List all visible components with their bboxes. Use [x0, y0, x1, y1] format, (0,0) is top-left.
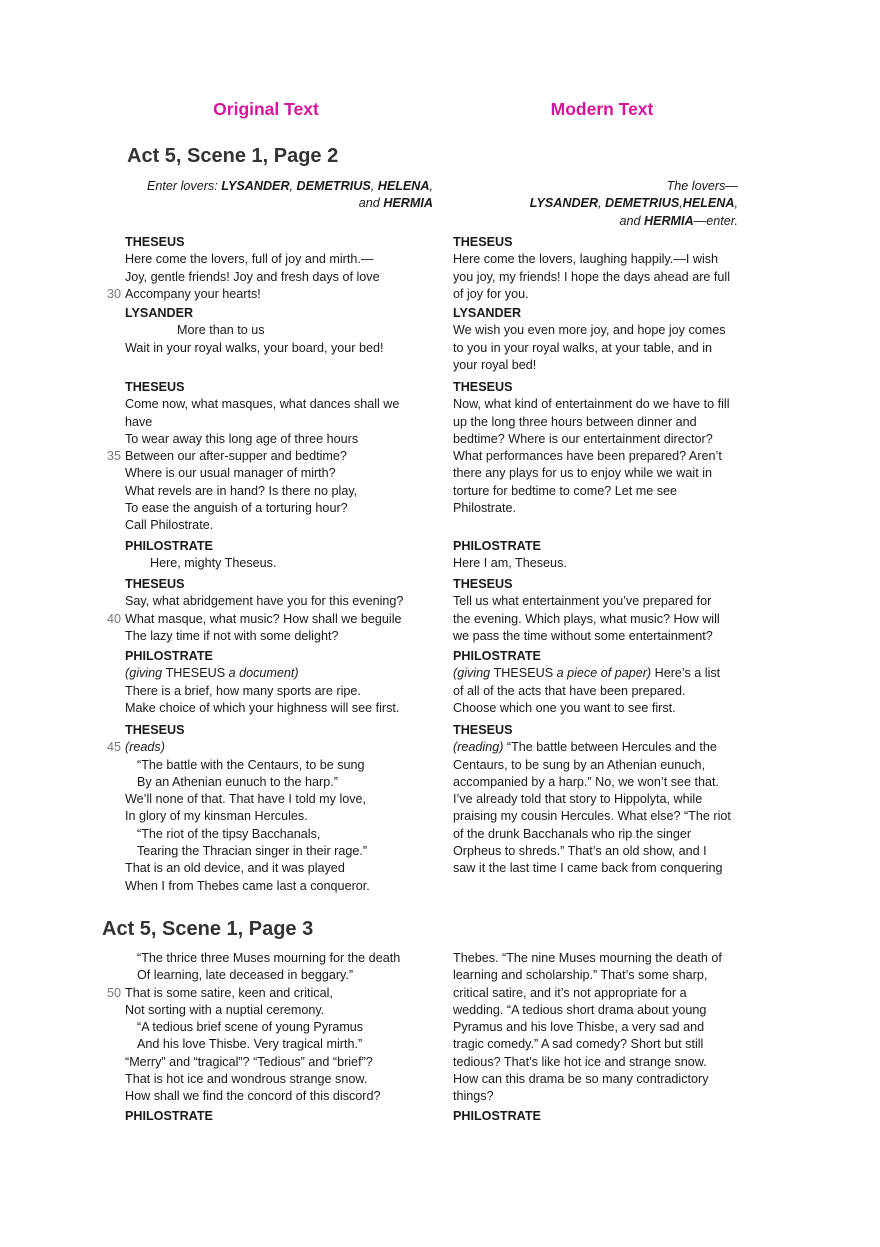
speaker-name: THESEUS — [125, 723, 185, 737]
original-speech-block — [125, 538, 435, 573]
text-segment: Pyramus and his love Thisbe, a very sad and — [453, 1020, 705, 1035]
text-segment: Of learning, late deceased in beggary.” — [137, 968, 354, 983]
text-segment: To wear away this long age of three hours — [125, 431, 359, 446]
text-segment: of all of the acts that have been prepared. — [453, 683, 686, 698]
speaker-name: PHILOSTRATE — [453, 1109, 541, 1123]
prose-line — [453, 286, 753, 303]
original-speech-block — [125, 1108, 435, 1125]
text-segment: The lazy time if not with some delight? — [125, 628, 339, 643]
verse-line — [106, 985, 435, 1002]
text-segment: Now, what kind of entertainment do we have to fill — [453, 397, 730, 412]
verse-line — [125, 1036, 435, 1053]
stage-direction-line — [113, 195, 433, 212]
modern-speech-block — [453, 576, 753, 645]
original-speech-block — [106, 950, 435, 1106]
verse-line — [106, 286, 435, 303]
prose-line — [453, 396, 753, 413]
modern-speech-block — [453, 379, 753, 517]
prose-line — [453, 431, 753, 448]
text-segment: critical satire, and it’s not appropriate for a — [453, 985, 687, 1000]
text-segment: learning and scholarship.” That’s some sharp, — [453, 968, 708, 983]
prose-line — [453, 1019, 753, 1036]
prose-line — [453, 739, 753, 756]
text-segment: and — [619, 213, 644, 228]
verse-line — [125, 340, 435, 357]
verse-line — [125, 1088, 435, 1105]
text-segment: your royal bed! — [453, 357, 537, 372]
prose-line — [453, 593, 753, 610]
original-speech-block — [106, 576, 435, 645]
text-segment: Not sorting with a nuptial ceremony. — [125, 1002, 325, 1017]
text-segment: Choose which one you want to see first. — [453, 700, 676, 715]
text-segment: “The battle between Hercules and the — [503, 740, 717, 755]
text-segment: the evening. Which plays, what music? How will — [453, 611, 720, 626]
text-segment: bedtime? Where is our entertainment director? — [453, 431, 713, 446]
verse-line — [125, 878, 435, 895]
verse-line — [125, 431, 435, 448]
text-segment: I’ve already told that story to Hippolyta, while — [453, 792, 703, 807]
verse-line — [125, 628, 435, 645]
prose-line — [453, 683, 753, 700]
text-segment: Come now, what masques, what dances shall we — [125, 397, 400, 412]
text-segment: (giving — [125, 666, 166, 681]
text-segment: things? — [453, 1089, 494, 1104]
text-segment: and — [358, 196, 384, 211]
original-speech-block — [125, 648, 435, 717]
prose-line — [453, 483, 753, 500]
verse-line — [125, 860, 435, 877]
text-segment: , — [429, 179, 433, 193]
text-segment: , — [679, 196, 683, 211]
prose-line — [453, 950, 753, 967]
modern-speech-block — [453, 1108, 753, 1125]
prose-line — [453, 791, 753, 808]
text-segment: —enter. — [693, 213, 738, 228]
verse-line — [125, 396, 435, 413]
prose-line — [453, 628, 753, 645]
text-segment: Here, mighty Theseus. — [150, 556, 277, 571]
text-segment: HERMIA — [383, 196, 433, 211]
text-segment: “Merry” and “tragical”? “Tedious” and “brief”? — [125, 1054, 373, 1069]
text-segment: In glory of my kinsman Hercules. — [125, 809, 308, 824]
speaker-name: PHILOSTRATE — [453, 539, 541, 553]
prose-line — [453, 448, 753, 465]
verse-line — [106, 739, 435, 756]
stage-direction-line — [113, 178, 433, 195]
text-segment: Wait in your royal walks, your board, your bed! — [125, 340, 384, 355]
text-segment: Here come the lovers, full of joy and mirth.— — [125, 252, 374, 267]
prose-line — [453, 1071, 753, 1088]
modern-text-heading: Modern Text — [550, 99, 654, 119]
text-segment: tragic comedy.” A sad comedy? Short but still — [453, 1037, 704, 1052]
text-segment: How can this drama be so many contradictory — [453, 1072, 709, 1087]
verse-line — [125, 808, 435, 825]
stage-direction-line — [418, 178, 738, 195]
verse-line — [125, 950, 435, 967]
original-speech-block — [106, 379, 435, 535]
prose-line — [453, 967, 753, 984]
text-segment: And his love Thisbe. Very tragical mirth.” — [137, 1037, 363, 1052]
line-number: 45 — [106, 740, 121, 755]
prose-line — [453, 985, 753, 1002]
verse-line — [125, 757, 435, 774]
text-segment: Centaurs, to be sung by an Athenian eunuch, — [453, 757, 706, 772]
verse-line — [106, 448, 435, 465]
stage-direction-modern — [418, 178, 738, 230]
text-segment: Where is our usual manager of mirth? — [125, 466, 336, 481]
text-segment: That is hot ice and wondrous strange snow. — [125, 1072, 368, 1087]
text-segment: We’ll none of that. That have I told my love, — [125, 792, 367, 807]
modern-speech-block — [453, 234, 753, 303]
text-segment: to you in your royal walks, at your table, and in — [453, 340, 713, 355]
text-segment: HELENA — [377, 179, 430, 193]
prose-line — [453, 555, 753, 572]
text-segment: LYSANDER — [221, 179, 290, 193]
text-segment: Enter lovers: — [147, 179, 222, 193]
speaker-name: THESEUS — [453, 380, 513, 394]
text-segment: Orpheus to shreds.” That’s an old show, and I — [453, 844, 707, 859]
verse-line — [125, 251, 435, 268]
line-number: 30 — [106, 286, 121, 301]
prose-line — [453, 269, 753, 286]
prose-line — [453, 860, 753, 877]
prose-line — [453, 843, 753, 860]
text-segment: up the long three hours between dinner and — [453, 414, 697, 429]
text-segment: LYSANDER — [529, 196, 599, 211]
text-segment: THESEUS — [165, 666, 226, 681]
verse-line — [125, 843, 435, 860]
text-segment: We wish you even more joy, and hope joy comes — [453, 323, 726, 338]
text-segment: DEMETRIUS — [605, 196, 680, 211]
verse-line — [125, 791, 435, 808]
verse-line — [125, 1019, 435, 1036]
text-segment: Here come the lovers, laughing happily.—I wish — [453, 252, 719, 267]
text-segment: When I from Thebes came last a conqueror. — [125, 878, 370, 893]
original-text-heading: Original Text — [213, 99, 319, 119]
text-segment: have — [125, 414, 153, 429]
verse-line — [106, 611, 435, 628]
text-segment: HERMIA — [643, 213, 694, 228]
speaker-name: THESEUS — [125, 577, 185, 591]
speaker-name: THESEUS — [453, 235, 513, 249]
text-segment: (reads) — [125, 740, 165, 755]
text-segment: saw it the last time I came back from conquering — [453, 861, 723, 876]
text-segment: accompanied by a harp.” No, we won’t see that. — [453, 774, 720, 789]
verse-line — [125, 269, 435, 286]
speaker-name: THESEUS — [453, 577, 513, 591]
text-segment: of the drunk Bacchanals who rip the singer — [453, 826, 692, 841]
original-speech-block — [106, 722, 435, 895]
text-segment: there any plays for us to enjoy while we wait in — [453, 466, 713, 481]
text-segment: “A tedious brief scene of young Pyramus — [137, 1020, 364, 1035]
verse-line — [125, 414, 435, 431]
text-segment: The lovers— — [666, 179, 738, 193]
text-segment: Between our after-supper and bedtime? — [125, 449, 347, 464]
verse-line — [125, 465, 435, 482]
text-segment: What revels are in hand? Is there no play, — [125, 483, 358, 498]
text-segment: (giving — [453, 666, 494, 681]
text-segment: There is a brief, how many sports are ripe. — [125, 683, 361, 698]
text-segment: a document) — [225, 666, 299, 681]
line-number: 40 — [106, 611, 121, 626]
text-segment: Make choice of which your highness will see first. — [125, 700, 400, 715]
text-segment: Philostrate. — [453, 501, 516, 516]
line-number: 50 — [106, 985, 121, 1000]
verse-line — [125, 1054, 435, 1071]
verse-line — [125, 967, 435, 984]
text-segment: (reading) — [453, 740, 504, 755]
text-segment: Accompany your hearts! — [125, 286, 261, 301]
text-segment: , — [289, 179, 297, 193]
speaker-name: LYSANDER — [453, 306, 522, 320]
text-segment: of joy for you. — [453, 286, 529, 301]
speaker-name: LYSANDER — [125, 306, 194, 320]
prose-line — [453, 340, 753, 357]
text-segment: To ease the anguish of a torturing hour? — [125, 501, 348, 516]
verse-line — [125, 1002, 435, 1019]
stage-direction-original — [113, 178, 433, 213]
text-segment: By an Athenian eunuch to the harp.” — [137, 774, 338, 789]
verse-line — [125, 826, 435, 843]
speaker-name: PHILOSTRATE — [125, 539, 213, 553]
text-segment: praising my cousin Hercules. What else? “The riot — [453, 809, 731, 824]
text-segment: How shall we find the concord of this discord? — [125, 1089, 381, 1104]
prose-line — [453, 322, 753, 339]
prose-line — [453, 465, 753, 482]
text-segment: we pass the time without some entertainment? — [453, 628, 713, 643]
prose-line — [453, 251, 753, 268]
prose-line — [453, 700, 753, 717]
prose-line — [453, 1002, 753, 1019]
text-segment: a piece of paper) — [553, 666, 652, 681]
verse-line — [125, 1071, 435, 1088]
text-segment: That is some satire, keen and critical, — [125, 985, 333, 1000]
modern-speech-block — [453, 538, 753, 573]
prose-line — [453, 500, 753, 517]
text-segment: “The riot of the tipsy Bacchanals, — [137, 826, 321, 841]
prose-line — [453, 1088, 753, 1105]
verse-line — [125, 500, 435, 517]
speaker-name: PHILOSTRATE — [125, 1109, 213, 1123]
verse-line — [125, 774, 435, 791]
text-segment: DEMETRIUS — [296, 179, 371, 193]
speaker-name: PHILOSTRATE — [453, 649, 541, 663]
prose-line — [453, 357, 753, 374]
verse-line — [125, 322, 435, 339]
text-segment: tedious? That’s like hot ice and strange snow. — [453, 1054, 707, 1069]
verse-line — [125, 700, 435, 717]
text-segment: What masque, what music? How shall we beguile — [125, 611, 402, 626]
prose-line — [453, 611, 753, 628]
verse-line — [125, 593, 435, 610]
prose-line — [453, 414, 753, 431]
verse-line — [125, 517, 435, 534]
speaker-name: THESEUS — [453, 723, 513, 737]
modern-speech-block — [453, 648, 753, 717]
text-segment: THESEUS — [493, 666, 554, 681]
text-segment: Thebes. “The nine Muses mourning the death of — [453, 951, 722, 965]
original-speech-block — [125, 305, 435, 357]
page-2-title: Act 5, Scene 1, Page 2 — [127, 145, 339, 167]
line-number: 35 — [106, 449, 121, 464]
prose-line — [453, 774, 753, 791]
text-segment: Tell us what entertainment you’ve prepared for — [453, 594, 712, 609]
verse-line — [125, 665, 435, 682]
modern-speech-block — [453, 950, 753, 1106]
text-segment: Say, what abridgement have you for this evening? — [125, 594, 404, 609]
text-segment: That is an old device, and it was played — [125, 861, 345, 876]
speaker-name: PHILOSTRATE — [125, 649, 213, 663]
modern-speech-block — [453, 305, 753, 374]
text-segment: “The battle with the Centaurs, to be sung — [137, 757, 365, 772]
verse-line — [125, 483, 435, 500]
text-segment: Joy, gentle friends! Joy and fresh days of love — [125, 269, 380, 284]
text-segment: , — [370, 179, 378, 193]
text-segment: you joy, my friends! I hope the days ahead are full — [453, 269, 730, 284]
text-segment: Tearing the Thracian singer in their rage.” — [137, 844, 368, 859]
text-segment: HELENA — [682, 196, 735, 211]
text-segment: Call Philostrate. — [125, 518, 214, 533]
text-segment: “The thrice three Muses mourning for the death — [137, 951, 401, 965]
modern-speech-block — [453, 722, 753, 878]
prose-line — [453, 826, 753, 843]
text-segment: torture for bedtime to come? Let me see — [453, 483, 678, 498]
speaker-name: THESEUS — [125, 235, 185, 249]
original-speech-block — [106, 234, 435, 303]
text-segment: What performances have been prepared? Aren’t — [453, 449, 722, 464]
speaker-name: THESEUS — [125, 380, 185, 394]
prose-line — [453, 757, 753, 774]
text-segment: wedding. “A tedious short drama about young — [453, 1002, 707, 1017]
prose-line — [453, 1036, 753, 1053]
verse-line — [125, 683, 435, 700]
text-segment: Here I am, Theseus. — [453, 556, 567, 571]
text-segment: Here’s a list — [651, 666, 721, 681]
text-segment: More than to us — [177, 323, 265, 338]
text-segment: , — [598, 196, 606, 211]
prose-line — [453, 665, 753, 682]
page-3-title: Act 5, Scene 1, Page 3 — [102, 918, 314, 940]
stage-direction-line — [418, 195, 738, 212]
prose-line — [453, 808, 753, 825]
text-segment: , — [734, 196, 738, 211]
verse-line — [125, 555, 435, 572]
prose-line — [453, 1054, 753, 1071]
stage-direction-line — [418, 213, 738, 230]
